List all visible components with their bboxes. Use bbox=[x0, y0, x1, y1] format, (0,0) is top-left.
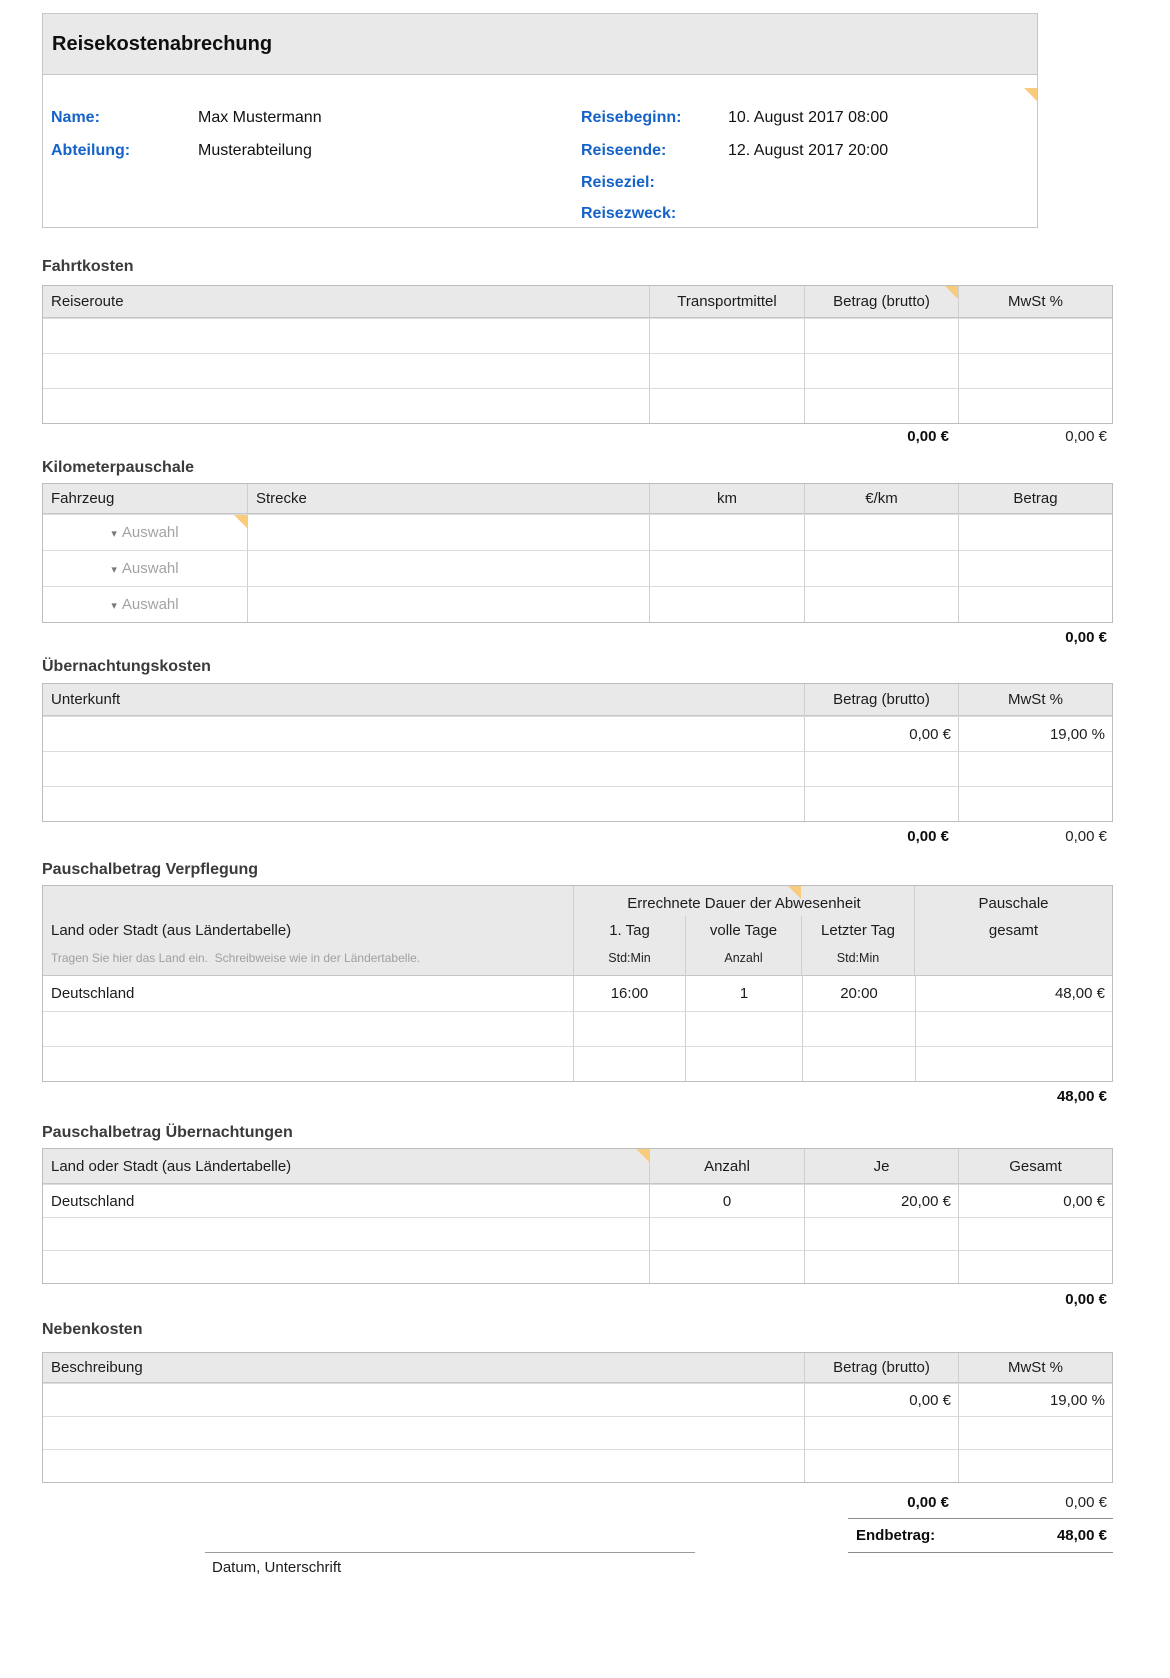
mwst-cell[interactable] bbox=[958, 1417, 1112, 1449]
col-transportmittel: Transportmittel bbox=[649, 286, 804, 317]
endbetrag-row bbox=[848, 1526, 1113, 1546]
uebernachtungen-sum-row bbox=[42, 1291, 1113, 1309]
abteilung-label: Abteilung: bbox=[51, 142, 131, 159]
fahrzeug-auswahl-dropdown[interactable] bbox=[43, 587, 247, 622]
sum-gesamt: 48,00 € bbox=[1056, 1088, 1107, 1105]
table-row bbox=[43, 1416, 1112, 1449]
col-land-hint: Tragen Sie hier das Land ein. Schreibweise wie in der Ländertabelle. bbox=[51, 951, 421, 965]
col-volle-label: volle Tage bbox=[709, 922, 778, 939]
kilometerpauschale-heading: Kilometerpauschale bbox=[42, 459, 195, 476]
col-km: km bbox=[649, 484, 804, 513]
signature-line bbox=[205, 1552, 695, 1553]
col-land-label: Land oder Stadt (aus Ländertabelle) bbox=[51, 1158, 292, 1175]
endbetrag-divider-bottom bbox=[848, 1552, 1113, 1553]
col-group-label: Errechnete Dauer der Abwesenheit bbox=[627, 895, 861, 912]
land-cell[interactable]: Deutschland bbox=[51, 1193, 135, 1210]
gesamt-cell[interactable] bbox=[958, 1251, 1112, 1283]
comment-marker-icon bbox=[945, 286, 958, 299]
col-pauschale-gesamt bbox=[915, 886, 1112, 975]
comment-marker-icon bbox=[788, 886, 801, 899]
col-unterkunft: Unterkunft bbox=[51, 691, 121, 708]
sum-betrag: 0,00 € bbox=[907, 828, 949, 845]
info-row bbox=[43, 174, 1037, 194]
col-strecke: Strecke bbox=[247, 484, 649, 513]
km-cell[interactable] bbox=[649, 587, 804, 622]
report-title-bar bbox=[42, 13, 1038, 75]
dropdown-label: Auswahl bbox=[121, 560, 179, 577]
land-cell[interactable] bbox=[43, 1218, 649, 1250]
reiseziel-label: Reiseziel: bbox=[581, 174, 655, 191]
sum-mwst: 0,00 € bbox=[1065, 828, 1107, 845]
gesamt-cell[interactable] bbox=[915, 1047, 1112, 1081]
mwst-cell[interactable] bbox=[958, 752, 1112, 786]
eur-km-cell[interactable] bbox=[804, 515, 958, 550]
volle-tage-cell[interactable]: 1 bbox=[685, 976, 802, 1011]
unterkunft-cell[interactable] bbox=[43, 752, 804, 786]
comment-marker-icon bbox=[636, 1149, 649, 1162]
uebernachtungskosten-heading: Übernachtungskosten bbox=[42, 658, 211, 675]
beschreibung-cell[interactable] bbox=[43, 1384, 804, 1416]
strecke-cell[interactable] bbox=[247, 551, 649, 586]
col-land bbox=[43, 1149, 649, 1183]
land-cell[interactable] bbox=[43, 1047, 573, 1081]
col-group-abwesenheit bbox=[573, 886, 915, 975]
sum-gesamt: 0,00 € bbox=[1065, 1291, 1107, 1308]
betrag-cell[interactable] bbox=[804, 1417, 958, 1449]
table-row bbox=[43, 388, 1112, 423]
land-cell[interactable]: Deutschland bbox=[51, 985, 135, 1002]
col-betrag: Betrag bbox=[958, 484, 1112, 513]
betrag-cell[interactable] bbox=[804, 787, 958, 821]
fahrzeug-auswahl-dropdown[interactable] bbox=[43, 551, 247, 586]
signature-label: Datum, Unterschrift bbox=[212, 1559, 342, 1576]
fahrtkosten-sum-row bbox=[42, 428, 1113, 446]
volle-tage-cell[interactable] bbox=[685, 1012, 802, 1046]
col-betrag-brutto-label: Betrag (brutto) bbox=[833, 293, 930, 310]
col-volle-tage bbox=[685, 916, 801, 976]
dropdown-label: Auswahl bbox=[121, 524, 179, 541]
table-row bbox=[43, 586, 1112, 622]
col-reiseroute: Reiseroute bbox=[51, 293, 124, 310]
je-cell[interactable] bbox=[804, 1218, 958, 1250]
col-eur-km: €/km bbox=[804, 484, 958, 513]
betrag-cell[interactable] bbox=[804, 1450, 958, 1482]
sum-betrag: 0,00 € bbox=[907, 1494, 949, 1511]
uebernachtungen-table bbox=[42, 1148, 1113, 1284]
unterkunft-cell[interactable] bbox=[43, 717, 804, 751]
tag1-cell[interactable]: 16:00 bbox=[573, 976, 685, 1011]
col-betrag-brutto bbox=[804, 286, 958, 317]
col-land bbox=[43, 886, 573, 975]
je-cell[interactable]: 20,00 € bbox=[804, 1185, 958, 1217]
transportmittel-cell[interactable] bbox=[649, 389, 804, 423]
col-mwst: MwSt % bbox=[958, 286, 1112, 317]
gesamt-cell[interactable] bbox=[915, 1012, 1112, 1046]
uebernachtungen-heading: Pauschalbetrag Übernachtungen bbox=[42, 1124, 293, 1141]
tag1-cell[interactable] bbox=[573, 1047, 685, 1081]
table-row bbox=[43, 1250, 1112, 1283]
betrag-cell[interactable]: 0,00 € bbox=[804, 717, 958, 751]
anzahl-cell[interactable] bbox=[649, 1251, 804, 1283]
sum-betrag: 0,00 € bbox=[1065, 629, 1107, 646]
strecke-cell[interactable] bbox=[247, 515, 649, 550]
betrag-cell[interactable] bbox=[804, 752, 958, 786]
dropdown-arrow-icon: ▾ bbox=[111, 600, 117, 612]
dropdown-arrow-icon: ▾ bbox=[111, 564, 117, 576]
comment-marker-icon bbox=[234, 515, 247, 528]
reisebeginn-value[interactable]: 10. August 2017 08:00 bbox=[728, 109, 889, 126]
col-tag1-label: 1. Tag bbox=[609, 922, 650, 939]
table-row bbox=[43, 1383, 1112, 1416]
table-row bbox=[43, 353, 1112, 388]
verpflegung-heading: Pauschalbetrag Verpflegung bbox=[42, 861, 259, 878]
fahrzeug-auswahl-dropdown[interactable] bbox=[43, 515, 247, 550]
table-row bbox=[43, 1046, 1112, 1081]
col-letzter-tag bbox=[801, 916, 914, 976]
betrag-cell[interactable] bbox=[958, 587, 1112, 622]
trip-info-panel bbox=[42, 75, 1038, 228]
endbetrag-label: Endbetrag: bbox=[856, 1527, 936, 1544]
anzahl-cell[interactable]: 0 bbox=[649, 1185, 804, 1217]
nebenkosten-sum-row bbox=[42, 1494, 1113, 1512]
fahrtkosten-table bbox=[42, 285, 1113, 424]
table-row bbox=[43, 1011, 1112, 1046]
endbetrag-value: 48,00 € bbox=[1056, 1527, 1107, 1544]
betrag-cell[interactable] bbox=[804, 389, 958, 423]
table-row bbox=[43, 716, 1112, 751]
km-cell[interactable] bbox=[649, 515, 804, 550]
dropdown-label: Auswahl bbox=[121, 596, 179, 613]
uebernachtungskosten-sum-row bbox=[42, 828, 1113, 846]
dropdown-arrow-icon: ▾ bbox=[111, 528, 117, 540]
name-label: Name: bbox=[51, 109, 100, 126]
reiseroute-cell[interactable] bbox=[43, 354, 649, 388]
mwst-cell[interactable] bbox=[958, 787, 1112, 821]
nebenkosten-table bbox=[42, 1352, 1113, 1483]
kilometerpauschale-sum-row bbox=[42, 629, 1113, 647]
col-pauschale-label: Pauschale bbox=[978, 895, 1049, 912]
volle-tage-cell[interactable] bbox=[685, 1047, 802, 1081]
verpflegung-header bbox=[43, 886, 1112, 976]
col-gesamt-label: gesamt bbox=[988, 922, 1039, 939]
name-value[interactable]: Max Mustermann bbox=[198, 109, 322, 126]
unterkunft-cell[interactable] bbox=[43, 787, 804, 821]
col-betrag-brutto: Betrag (brutto) bbox=[804, 684, 958, 715]
endbetrag-divider-top bbox=[848, 1518, 1113, 1519]
info-row bbox=[43, 109, 1037, 129]
mwst-cell[interactable]: 19,00 % bbox=[958, 717, 1112, 751]
gesamt-cell[interactable] bbox=[958, 1218, 1112, 1250]
col-mwst: MwSt % bbox=[958, 1353, 1112, 1382]
table-row bbox=[43, 550, 1112, 586]
nebenkosten-heading: Nebenkosten bbox=[42, 1321, 143, 1338]
je-cell[interactable] bbox=[804, 1251, 958, 1283]
beschreibung-cell[interactable] bbox=[43, 1417, 804, 1449]
col-letzter-label: Letzter Tag bbox=[821, 922, 895, 939]
mwst-cell[interactable] bbox=[958, 1450, 1112, 1482]
reiseroute-cell[interactable] bbox=[43, 389, 649, 423]
mwst-cell[interactable] bbox=[958, 319, 1112, 353]
transportmittel-cell[interactable] bbox=[649, 354, 804, 388]
info-row bbox=[43, 142, 1037, 162]
table-row bbox=[43, 751, 1112, 786]
fahrtkosten-heading: Fahrtkosten bbox=[42, 258, 134, 275]
letzter-tag-cell[interactable] bbox=[802, 1047, 915, 1081]
reisezweck-label: Reisezweck: bbox=[581, 205, 677, 222]
col-volle-unit: Anzahl bbox=[724, 951, 763, 965]
table-row bbox=[43, 786, 1112, 821]
table-row bbox=[43, 1184, 1112, 1217]
table-row bbox=[43, 318, 1112, 353]
letzter-tag-cell[interactable]: 20:00 bbox=[802, 976, 915, 1011]
strecke-cell[interactable] bbox=[247, 587, 649, 622]
sum-mwst: 0,00 € bbox=[1065, 428, 1107, 445]
table-row bbox=[43, 1449, 1112, 1482]
land-cell[interactable] bbox=[43, 1251, 649, 1283]
letzter-tag-cell[interactable] bbox=[802, 1012, 915, 1046]
mwst-cell[interactable] bbox=[958, 389, 1112, 423]
verpflegung-sum-row bbox=[42, 1088, 1113, 1106]
betrag-cell[interactable] bbox=[804, 354, 958, 388]
verpflegung-table bbox=[42, 885, 1113, 1082]
betrag-cell[interactable]: 0,00 € bbox=[804, 1384, 958, 1416]
reiseende-value[interactable]: 12. August 2017 20:00 bbox=[728, 142, 889, 159]
eur-km-cell[interactable] bbox=[804, 551, 958, 586]
km-cell[interactable] bbox=[649, 551, 804, 586]
info-row bbox=[43, 205, 1037, 225]
reiseende-label: Reiseende: bbox=[581, 142, 667, 159]
report-title: Reisekostenabrechung bbox=[52, 32, 273, 55]
table-row bbox=[43, 976, 1112, 1011]
col-gesamt: Gesamt bbox=[958, 1149, 1112, 1183]
uebernachtungskosten-table bbox=[42, 683, 1113, 822]
sum-mwst: 0,00 € bbox=[1065, 1494, 1107, 1511]
gesamt-cell: 48,00 € bbox=[915, 976, 1112, 1011]
reisebeginn-label: Reisebeginn: bbox=[581, 109, 682, 126]
mwst-cell[interactable]: 19,00 % bbox=[958, 1384, 1112, 1416]
col-tag1 bbox=[574, 916, 685, 976]
col-fahrzeug: Fahrzeug bbox=[51, 490, 115, 507]
col-tag1-unit: Std:Min bbox=[608, 951, 651, 965]
kilometerpauschale-table bbox=[42, 483, 1113, 623]
col-betrag-brutto: Betrag (brutto) bbox=[804, 1353, 958, 1382]
betrag-cell[interactable] bbox=[804, 319, 958, 353]
col-land-label: Land oder Stadt (aus Ländertabelle) bbox=[51, 922, 292, 939]
col-beschreibung: Beschreibung bbox=[51, 1359, 143, 1376]
tag1-cell[interactable] bbox=[573, 1012, 685, 1046]
table-row bbox=[43, 514, 1112, 550]
betrag-cell[interactable] bbox=[958, 551, 1112, 586]
anzahl-cell[interactable] bbox=[649, 1218, 804, 1250]
abteilung-value[interactable]: Musterabteilung bbox=[198, 142, 312, 159]
mwst-cell[interactable] bbox=[958, 354, 1112, 388]
sum-betrag: 0,00 € bbox=[907, 428, 949, 445]
col-anzahl: Anzahl bbox=[649, 1149, 804, 1183]
gesamt-cell: 0,00 € bbox=[958, 1185, 1112, 1217]
beschreibung-cell[interactable] bbox=[43, 1450, 804, 1482]
reiseroute-cell[interactable] bbox=[43, 319, 649, 353]
col-letzter-unit: Std:Min bbox=[836, 951, 880, 965]
table-row bbox=[43, 1217, 1112, 1250]
col-je: Je bbox=[804, 1149, 958, 1183]
land-cell[interactable] bbox=[43, 1012, 573, 1046]
betrag-cell[interactable] bbox=[958, 515, 1112, 550]
col-mwst: MwSt % bbox=[958, 684, 1112, 715]
transportmittel-cell[interactable] bbox=[649, 319, 804, 353]
eur-km-cell[interactable] bbox=[804, 587, 958, 622]
comment-marker-icon bbox=[1024, 88, 1037, 101]
